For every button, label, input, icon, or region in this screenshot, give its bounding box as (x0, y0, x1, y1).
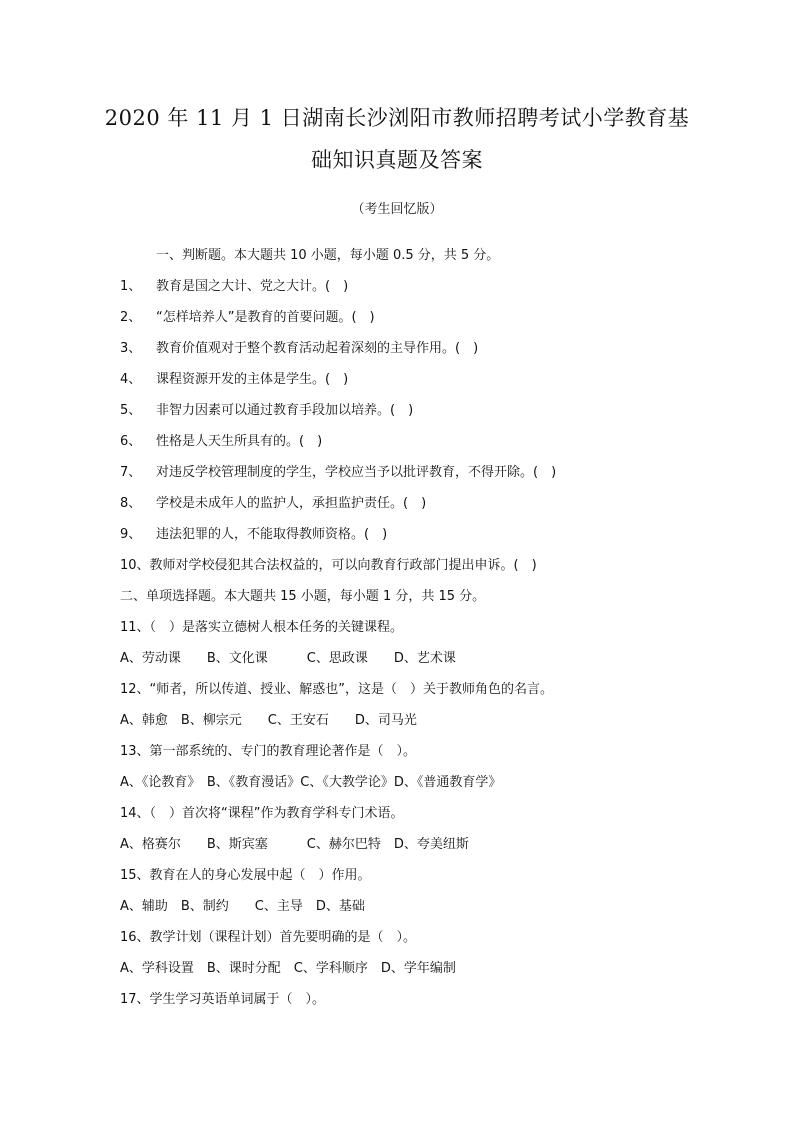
answer-options-line: A、辅助 B、制约 C、主导 D、基础 (120, 899, 365, 914)
question-line: 11、（ ）是落实立德树人根本任务的关键课程。 (120, 620, 404, 635)
question-line: 7、 对违反学校管理制度的学生，学校应当予以批评教育，不得开除。( ) (120, 465, 557, 480)
question-line: 12、“师者，所以传道、授业、解惑也”，这是（ ）关于教师角色的名言。 (120, 682, 554, 697)
question-line: 3、 教育价值观对于整个教育活动起着深刻的主导作用。( ) (120, 341, 479, 356)
answer-options-line: A、《论教育》 B、《教育漫话》C、《大教学论》D、《普通教育学》 (120, 775, 502, 790)
question-line: 10、教师对学校侵犯其合法权益的，可以向教育行政部门提出申诉。( ) (120, 558, 537, 573)
answer-options-line: A、格赛尔 B、斯宾塞 C、赫尔巴特 D、夸美纽斯 (120, 837, 469, 852)
section-heading-single-choice: 二、单项选择题。本大题共 15 小题，每小题 1 分，共 15 分。 (120, 589, 486, 604)
document-title-line-1: 2020 年 11 月 1 日湖南长沙浏阳市教师招聘考试小学教育基 (104, 106, 690, 130)
answer-options-line: A、韩愈 B、柳宗元 C、王安石 D、司马光 (120, 713, 417, 728)
question-line: 17、学生学习英语单词属于（ ）。 (120, 992, 326, 1007)
document-title-line-2: 础知识真题及答案 (311, 148, 483, 172)
question-line: 2、 “怎样培养人”是教育的首要问题。( ) (120, 310, 375, 325)
answer-options-line: A、劳动课 B、文化课 C、思政课 D、艺术课 (120, 651, 456, 666)
document-subtitle: （考生回忆版） (351, 202, 443, 217)
question-line: 4、 课程资源开发的主体是学生。( ) (120, 372, 349, 387)
question-line: 8、 学校是未成年人的监护人，承担监护责任。( ) (120, 496, 427, 511)
question-line: 13、第一部系统的、专门的教育理论著作是（ ）。 (120, 744, 417, 759)
section-heading-true-false: 一、判断题。本大题共 10 小题，每小题 0.5 分，共 5 分。 (156, 248, 500, 263)
question-line: 9、 违法犯罪的人，不能取得教师资格。( ) (120, 527, 388, 542)
answer-options-line: A、学科设置 B、课时分配 C、学科顺序 D、学年编制 (120, 961, 456, 976)
question-line: 15、教育在人的身心发展中起（ ）作用。 (120, 868, 371, 883)
question-line: 14、（ ）首次将“课程”作为教育学科专门术语。 (120, 806, 404, 821)
question-line: 16、教学计划（课程计划）首先要明确的是（ ）。 (120, 930, 417, 945)
question-line: 5、 非智力因素可以通过教育手段加以培养。( ) (120, 403, 414, 418)
question-line: 1、 教育是国之大计、党之大计。( ) (120, 279, 349, 294)
question-line: 6、 性格是人天生所具有的。( ) (120, 434, 323, 449)
